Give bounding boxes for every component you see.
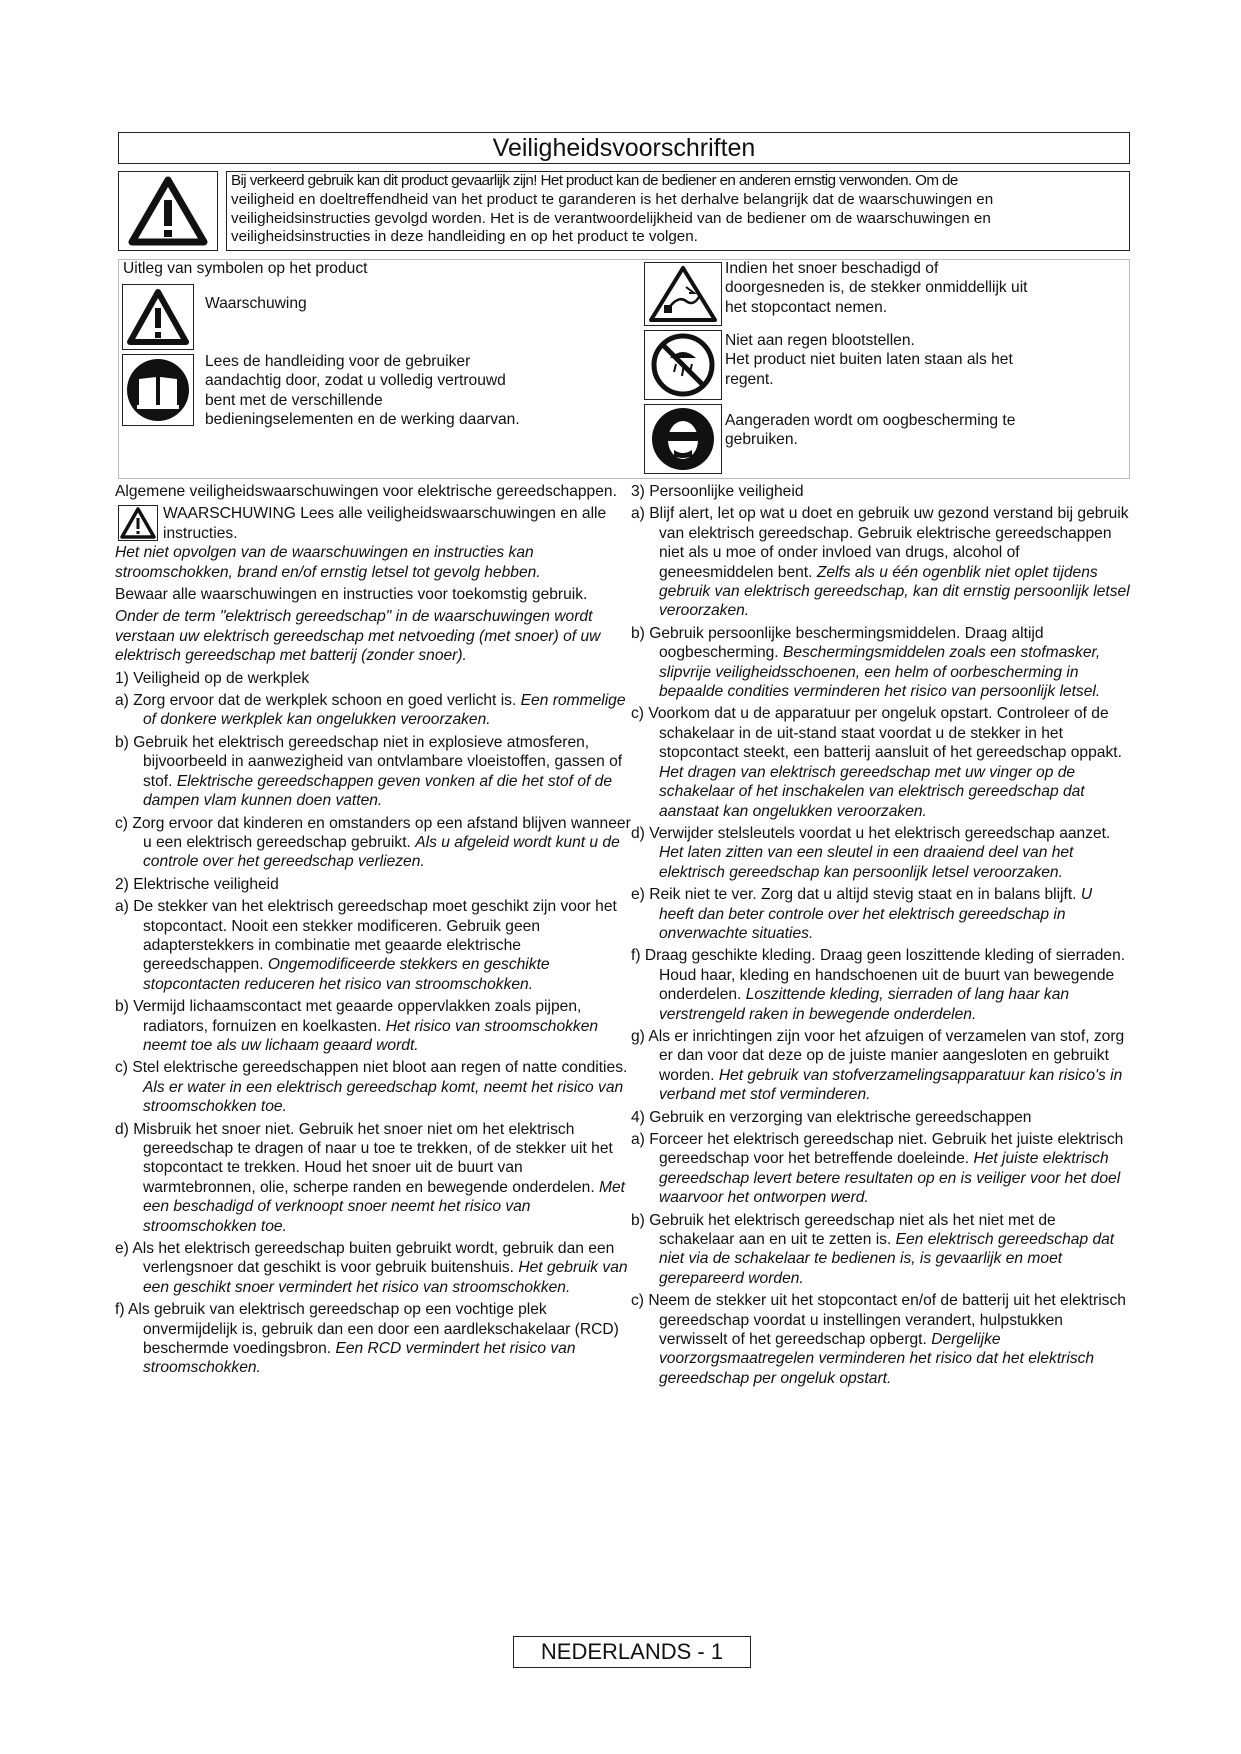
warning-text: Lees alle veiligheidswaarschuwingen en alle instructies. bbox=[163, 505, 607, 542]
keep-instructions: Bewaar alle waarschuwingen en instructies voor toekomstig gebruik. bbox=[115, 586, 588, 604]
section3-heading: 3) Persoonlijke veiligheid bbox=[631, 483, 804, 500]
intro-line: Bij verkeerd gebruik kan dit product gevaarlijk zijn! Het product kan de bediener en anderen ernstig verwonden. Om de bbox=[231, 172, 958, 189]
general-heading: Algemene veiligheidswaarschuwingen voor elektrische gereedschappen. bbox=[115, 483, 617, 500]
list-item: a) Blijf alert, let op wat u doet en gebruik uw gezond verstand bij gebruik van elektrisch gereedschap. Gebruik elektrische gereedschappen niet als u moe of onder invloed van drugs, alcohol of geneesmiddelen bent. Zelfs als u één ogenblik niet oplet tijdens gebruik van elektrisch gereedschap, kan dit ernstig persoonlijk letsel veroorzaken. bbox=[631, 505, 1130, 620]
intro-line: veiligheid en doeltreffendheid van het product te garanderen is het derhalve belangrijk dat de waarschuwingen en bbox=[231, 190, 994, 208]
symbol-warning-text: Waarschuwing bbox=[205, 295, 307, 312]
list-item: b) Gebruik het elektrisch gereedschap niet in explosieve atmosferen, bijvoorbeeld in aanwezigheid van ontvlambare vloeistoffen, gassen of stof. Elektrische gereedschappen geven vonken af die het stof of de dampen vlam kunnen doen vatten. bbox=[115, 733, 623, 810]
symbol-no-rain-text: Niet aan regen blootstellen. Het product niet buiten laten staan als het regent. bbox=[725, 332, 1013, 388]
intro-warning-icon-box bbox=[118, 171, 218, 251]
page-footer: NEDERLANDS - 1 bbox=[513, 1636, 751, 1668]
page-title: Veiligheidsvoorschriften bbox=[118, 132, 1130, 164]
list-item: c) Neem de stekker uit het stopcontact en/of de batterij uit het elektrisch gereedschap voordat u instellingen verandert, hulpstukken verwisselt of het gereedschap opbergt. Dergelijke voorzorgsmaatregelen verminderen het risico dat het elektrisch gereedschap per ongeluk opstart. bbox=[631, 1292, 1126, 1387]
list-item: e) Als het elektrisch gereedschap buiten gebruikt wordt, gebruik dan een verlengsnoer dat geschikt is voor gebruik buitenshuis. Het gebruik van een geschikt snoer vermindert het risico van stroomschokken. bbox=[115, 1240, 628, 1296]
list-item: f) Draag geschikte kleding. Draag geen loszittende kleding of sierraden. Houd haar, kleding en handschoenen uit de buurt van bewegende onderdelen. Loszittende kleding, sierraden of lang haar kan verstrengeld raken in bewegende onderdelen. bbox=[631, 947, 1126, 1023]
list-item: a) Forceer het elektrisch gereedschap niet. Gebruik het juiste elektrisch gereedschap voor het betreffende doeleinde. Het juiste elektrisch gereedschap levert betere resultaten op en is veiliger voor het doel waarvoor het ontworpen werd. bbox=[631, 1131, 1124, 1207]
term-definition: Onder de term "elektrisch gereedschap" in de waarschuwingen wordt verstaan uw elektrisch gereedschap met netvoeding (met snoer) of uw elektrisch gereedschap met batterij (zonder snoer). bbox=[115, 608, 601, 665]
symbol-damaged-cord-text: Indien het snoer beschadigd of doorgesneden is, de stekker onmiddellijk uit het stopcontact nemen. bbox=[725, 260, 1028, 316]
eye-protection-icon bbox=[650, 406, 716, 472]
warning-italic: Het niet opvolgen van de waarschuwingen en instructies kan stroomschokken, brand en/of ernstig letsel tot gevolg hebben. bbox=[115, 544, 541, 581]
section1-heading: 1) Veiligheid op de werkplek bbox=[115, 669, 310, 687]
list-item: f) Als gebruik van elektrisch gereedschap op een vochtige plek onvermijdelijk is, gebruik dan een door een aardlekschakelaar (RCD) beschermde voedingsbron. Een RCD vermindert het risico van stroomschokken. bbox=[115, 1301, 619, 1377]
list-item: c) Zorg ervoor dat kinderen en omstanders op een afstand blijven wanneer u een elektrisch gereedschap gebruikt. Als u afgeleid wordt kunt u de controle over het gereedschap verliezen. bbox=[115, 814, 631, 871]
list-item: b) Vermijd lichaamscontact met geaarde oppervlakken zoals pijpen, radiators, fornuizen en koelkasten. Het risico van stroomschokken neemt toe als uw lichaam geaard wordt. bbox=[115, 998, 599, 1054]
intro-warning-text bbox=[226, 171, 1130, 251]
left-column bbox=[115, 482, 637, 1381]
warning-triangle-icon bbox=[118, 505, 158, 541]
symbol-read-manual-text: Lees de handleiding voor de gebruiker aandachtig door, zodat u volledig vertrouwd bent met de verschillende bedieningselementen en de werking daarvan. bbox=[205, 353, 520, 429]
list-item: e) Reik niet te ver. Zorg dat u altijd stevig staat en in balans blijft. U heeft dan beter controle over het elektrisch gereedschap in onverwachte situaties. bbox=[631, 886, 1093, 942]
right-column bbox=[631, 482, 1131, 1391]
list-item: d) Verwijder stelsleutels voordat u het elektrisch gereedschap aanzet. Het laten zitten van een sleutel in een draaiend deel van het elektrisch gereedschap kan persoonlijk letsel veroorzaken. bbox=[631, 824, 1111, 881]
symbol-read-manual bbox=[122, 354, 194, 426]
warning-triangle-icon bbox=[127, 289, 189, 345]
list-item: a) De stekker van het elektrisch gereedschap moet geschikt zijn voor het stopcontact. Nooit een stekker modificeren. Gebruik geen adapterstekkers in combinatie met geaarde elektrische gereedschappen. Ongemodificeerde stekkers en geschikte stopcontacten reduceren het risico van stroomschokken. bbox=[115, 898, 617, 993]
warning-label: WAARSCHUWING bbox=[163, 505, 296, 523]
symbol-eye-protection-text: Aangeraden wordt om oogbescherming te gebruiken. bbox=[725, 412, 1016, 449]
symbol-damaged-cord bbox=[644, 262, 722, 326]
intro-line: veiligheidsinstructies in deze handleiding en op het product te volgen. bbox=[231, 228, 698, 246]
symbols-heading: Uitleg van symbolen op het product bbox=[123, 260, 368, 277]
list-item: c) Voorkom dat u de apparatuur per ongeluk opstart. Controleer of de schakelaar in de uit-stand staat voordat u de stekker in het stopcontact steekt, een batterij aansluit of het gereedschap oppakt. Het dragen van elektrisch gereedschap met uw vinger op de schakelaar of het inschakelen van elektrisch gereedschap dat aanstaat kan ongelukken veroorzaken. bbox=[631, 705, 1122, 820]
read-manual-icon bbox=[125, 357, 191, 423]
damaged-cord-icon bbox=[648, 265, 718, 323]
list-item: c) Stel elektrische gereedschappen niet bloot aan regen of natte condities. Als er water in een elektrisch gereedschap komt, neemt het risico van stroomschokken toe. bbox=[115, 1059, 628, 1116]
section2-heading: 2) Elektrische veiligheid bbox=[115, 875, 279, 893]
list-item: b) Gebruik persoonlijke beschermingsmiddelen. Draag altijd oogbescherming. Beschermingsmiddelen zoals een stofmasker, slipvrije veiligheidsschoenen, een helm of oorbescherming in bepaalde condities verminderen het risico van persoonlijk letsel. bbox=[631, 624, 1101, 701]
symbol-no-rain bbox=[644, 330, 722, 400]
list-item: b) Gebruik het elektrisch gereedschap niet als het niet met de schakelaar aan en uit te zetten is. Een elektrisch gereedschap dat niet via de schakelaar te bedienen is, is gevaarlijk en moet gerepareerd worden. bbox=[631, 1211, 1115, 1287]
list-item: a) Zorg ervoor dat de werkplek schoon en goed verlicht is. Een rommelige of donkere werkplek kan ongelukken veroorzaken. bbox=[115, 692, 626, 729]
intro-line: veiligheidsinstructies gevolgd worden. Het is de verantwoordelijkheid van de bediener om de waarschuwingen en bbox=[231, 209, 991, 227]
symbol-warning bbox=[122, 284, 194, 350]
symbols-explanation-box bbox=[118, 259, 1130, 479]
list-item: d) Misbruik het snoer niet. Gebruik het snoer niet om het elektrisch gereedschap te dragen of naar u toe te trekken, of de stekker uit het stopcontact te trekken. Houd het snoer uit de buurt van warmtebronnen, olie, scherpe randen en bewegende onderdelen. Met een beschadigd of verknoopt snoer neemt het risico van stroomschokken toe. bbox=[115, 1120, 626, 1235]
no-rain-icon bbox=[650, 332, 716, 398]
general-warning bbox=[115, 504, 637, 543]
section4-heading: 4) Gebruik en verzorging van elektrische gereedschappen bbox=[631, 1108, 1032, 1126]
symbol-eye-protection bbox=[644, 404, 722, 474]
list-item: g) Als er inrichtingen zijn voor het afzuigen of verzamelen van stof, zorg er dan voor dat deze op de juiste manier aangesloten en gebruikt worden. Het gebruik van stofverzamelingsapparatuur kan risico's in verband met stof verminderen. bbox=[631, 1027, 1125, 1104]
warning-triangle-icon bbox=[128, 176, 208, 246]
